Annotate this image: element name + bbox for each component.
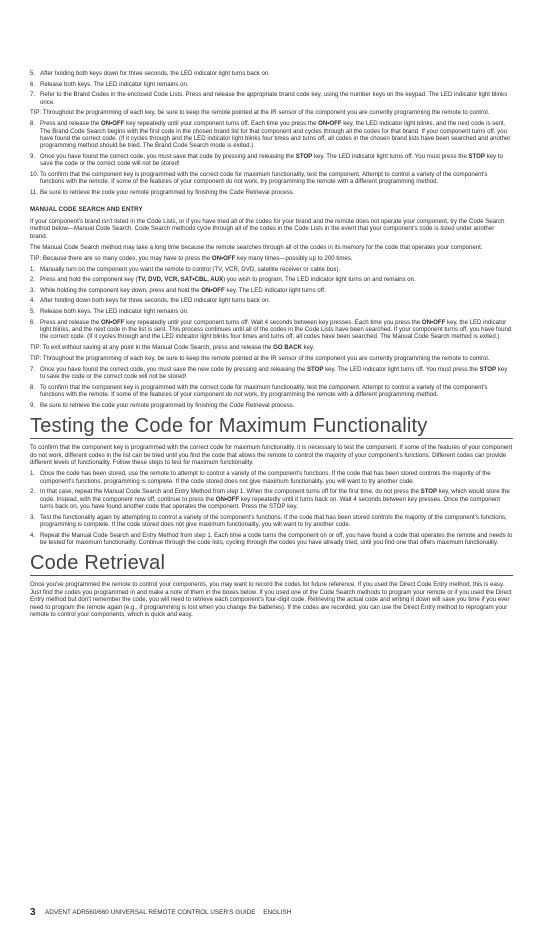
paragraph: The Manual Code Search method may take a long time because the remote searches through all of the codes in its memory for the code that operates your component. xyxy=(30,243,483,251)
tip-text: TIP: Because there are so many codes, you may have to press the ON•OFF key many times—possibly up to 200 times. xyxy=(30,254,353,262)
tip-text: TIP: To exit without saving at any point in the Manual Code Search, press and release the GO BACK key. xyxy=(30,344,315,351)
steps-list-b xyxy=(30,120,513,196)
steps-list-c xyxy=(30,266,513,341)
section-subheading: MANUAL CODE SEARCH AND ENTRY xyxy=(30,206,143,214)
section-heading-testing: Testing the Code for Maximum Functionality xyxy=(30,415,513,439)
list-item: 5. After holding both keys down for three seconds, the LED indicator light turns back on. xyxy=(30,70,271,77)
list-item: 4. Repeat the Manual Code Search and Entry Method from step 1. Each time a code turns the component on or off, you have found a code that operates the remote and needs to be tested for maximum functionality. Continue through the code lists, cycling through the codes you have already tried, until you find one that offers maximum functionality. xyxy=(30,531,513,547)
list-item: 3. While holding the component key down, press and hold the ON•OFF key. The LED indicator light turns off. xyxy=(30,286,326,294)
steps-list-d xyxy=(30,366,513,409)
list-item: 8. Press and release the ON•OFF key repeatedly until your component turns off. Each time you press the ON•OFF key, the LED indicator light blinks, and the next code is sent. The Brand Code Search begins with the first code in the chosen brand list for that component and cycles through all the codes for that brand. If your component turns off, you have found the correct code. (If it cycles through and the LED indicator light blinks four times and turns off, all codes in the chosen brand lists have been searched and another programming method should be tried. The Brand Code Search mode is exited.) xyxy=(30,120,511,150)
list-item: 2. In that case, repeat the Manual Code Search and Entry Method from step 1. When the component turns off for the first time, do not press the STOP key, which would store the code. Instead, with the component now off, continue to press the ON•OFF key repeatedly until it turns back on. Wait 4 seconds between key presses. Once the component turns back on, you have found another code that operates the component. Press the STOP key. xyxy=(30,488,510,511)
list-item: 9. Once you have found the correct code, you must save that code by pressing and releasing the STOP key. The LED indicator light turns off. You must press the STOP key to save the code or the correct code will not be stored! xyxy=(30,153,503,168)
list-item: 8. To confirm that the component key is programmed with the correct code for maximum functionality, test the component. Attempt to control a variety of the component's functions with the remote. If some of the features of your component do not work, try programming the remote with a different programming method. xyxy=(30,384,488,399)
list-item: 1. Once the code has been stored, use the remote to attempt to control a variety of the component's functions. If the code that has been stored controls the majority of the component's functions, programming is complete. If the code stored does not give maximum functionality, you will want to try another code. xyxy=(30,470,491,485)
steps-list-e xyxy=(30,470,513,546)
tip-text: TIP: Throughout the programming of each key, be sure to keep the remote pointed at the IR sensor of the component you are currently programming the remote to control. xyxy=(30,109,490,117)
tip-text: TIP: Throughout the programming of each key, be sure to keep the remote pointed at the IR sensor of the component you are currently programming the remote to control. xyxy=(30,355,490,362)
list-item: 4. After holding down both keys for three seconds, the LED indicator light turns back on. xyxy=(30,297,271,305)
footer-language: ENGLISH xyxy=(263,909,292,916)
list-item: 6. Press and release the ON•OFF key repeatedly until your component turns off. Wait 4 seconds between key presses. Each time you press the ON•OFF key, the LED indicator light blinks, and the next code in the list is sent. This process continues until all of the codes in the Code Lists have been searched. If your component turns off, you have found the correct code. (If it cycles through and the LED indicator light blinks four times and turns off, all codes have been searched. The Manual Code Search method is exited.) xyxy=(30,318,512,341)
footer-title: ADVENT ADR560/660 UNIVERSAL REMOTE CONTROL USER'S GUIDE xyxy=(45,909,256,916)
page-number: 3 xyxy=(30,907,36,918)
paragraph: To confirm that the component key is programmed with the correct code for maximum functionality, it is necessary to test the component. If some of the features of your component do not work, different codes in the list can be tried until you find the code that allows the remote to control the majority of your component's functions. Different codes can provide different levels of functionality. Follow these steps to test for maximum functionality. xyxy=(30,444,513,467)
paragraph: Once you've programmed the remote to control your components, you may want to record the codes for future reference. If you used the Direct Code Entry method, this is easy. Just find the codes you programmed in and make a note of them in the boxes below. If you used one of the Code Search methods to program your remote or if you used the Direct Entry method but don't remember the code, you will need to retrieve each component's four-digit code. Retrieving the actual code and writing it down will save you time if you ever need to program the remote again (e.g., if programming is lost when you change the batteries). If the codes are recorded, you can use the Direct Entry method to reprogram your remote to control your components, which is quick and easy. xyxy=(30,581,512,619)
list-item: 10. To confirm that the component key is programmed with the correct code for maximum functionality, test the component. Attempt to control a variety of the component's functions with the remote. If some of the features of your component do not work, try programming the remote with a different programming method. xyxy=(30,171,488,186)
list-item: 6. Release both keys. The LED indicator light remains on. xyxy=(30,80,189,88)
list-item: 2. Press and hold the component key (TV, DVD, VCR, SAT•CBL, AUX) you wish to program. The LED indicator light turns on and remains on. xyxy=(30,276,416,284)
list-item: 7. Once you have found the correct code, you must save the new code by pressing and releasing the STOP key. The LED indicator light turns off. You must press the STOP key to save the code or the correct code will not be stored! xyxy=(30,366,508,381)
list-item: 7. Refer to the Brand Codes in the enclosed Code Lists. Press and release the appropriate brand code key, using the number keys on the keypad. The LED indicator light blinks once. xyxy=(30,91,508,106)
paragraph: If your component's brand isn't listed in the Code Lists, or if you have tried all of the codes for your brand and the remote does not operate your component, try the Code Search method below—Manual Code Search. Code Search methods cycle through all of the codes in the Code Lists in the event that your component's code is listed under another brand. xyxy=(30,217,505,240)
list-item: 1. Manually turn on the component you want the remote to control (TV, VCR, DVD, satellite receiver or cable box). xyxy=(30,265,341,273)
section-heading-retrieval: Code Retrieval xyxy=(30,552,513,576)
list-item: 3. Test the functionality again by attempting to control a variety of the component's functions. If the code that has been stored controls the majority of the component's functions, programming is complete. If the code stored does not give maximum functionality, you will want to try another code. xyxy=(30,513,507,529)
list-item: 9. Be sure to retrieve the code your remote programmed by finishing the Code Retrieval process. xyxy=(30,402,295,409)
list-item: 5. Release both keys. The LED indicator light remains on. xyxy=(30,308,189,315)
page-footer xyxy=(30,909,291,917)
list-item: 11. Be sure to retrieve the code your remote programmed by finishing the Code Retrieval process. xyxy=(30,189,295,196)
steps-list-a xyxy=(30,70,513,106)
